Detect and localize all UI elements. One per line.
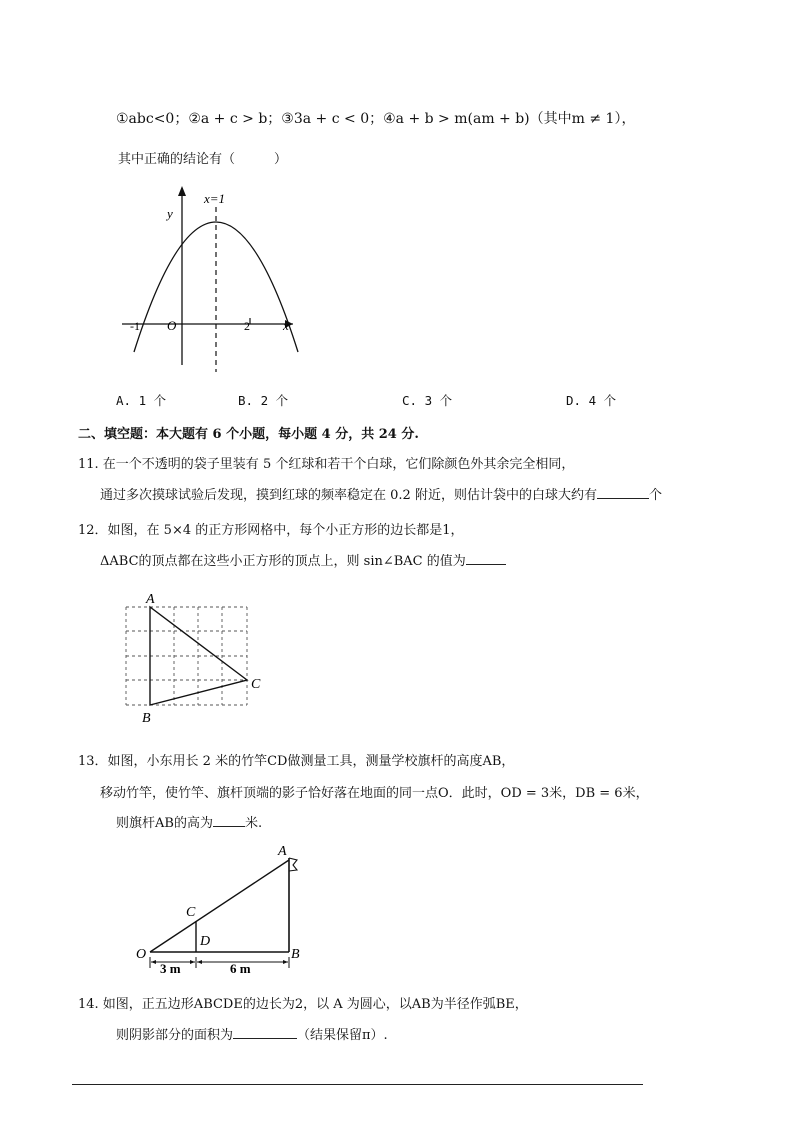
q10-prompt: 其中正确的结论有（ ） — [118, 152, 288, 167]
y-axis-label: y — [167, 206, 173, 221]
footer-divider — [72, 1084, 643, 1085]
dimension-3m: 3 m — [160, 961, 181, 976]
q13-line3-text: 则旗杆AB的高为 — [116, 816, 213, 831]
q11-line1: 11. 在一个不透明的袋子里装有 5 个红球和若干个白球，它们除颜色外其余完全相同， — [78, 457, 575, 472]
section-heading: 二、填空题：本大题有 6 个小题，每小题 4 分，共 24 分. — [78, 427, 419, 442]
point-a-label: A — [278, 844, 287, 859]
dimension-6m: 6 m — [230, 961, 251, 976]
option-c[interactable]: C. 3 个 — [402, 393, 453, 408]
q12-line1: 12．如图，在 5×4 的正方形网格中，每个小正方形的边长都是1， — [78, 523, 464, 538]
axis-of-symmetry-label: x=1 — [204, 191, 226, 206]
q14-line2-text: 则阴影部分的面积为 — [116, 1028, 234, 1043]
q11-unit: 个 — [648, 488, 662, 503]
point-c-label: C — [186, 905, 196, 920]
q13-unit: 米. — [244, 816, 263, 831]
point-c-label: C — [251, 677, 261, 692]
q12-line2-text: ΔABC的顶点都在这些小正方形的顶点上，则 sin∠BAC 的值为 — [100, 554, 466, 569]
point-a-label: A — [146, 592, 155, 607]
option-b[interactable]: B. 2 个 — [238, 393, 289, 408]
q11-line2-text: 通过多次摸球试验后发现，摸到红球的频率稳定在 0.2 附近，则估计袋中的白球大约有 — [100, 488, 597, 503]
x-axis-label: x — [283, 318, 289, 333]
q14-line2-end: （结果保留π）. — [297, 1028, 388, 1043]
q14-line1: 14. 如图，正五边形ABCDE的边长为2，以 A 为圆心，以AB为半径作弧BE， — [78, 997, 528, 1012]
two-label: 2 — [244, 319, 250, 333]
origin-label: O — [167, 318, 177, 333]
option-a[interactable]: A. 1 个 — [116, 393, 167, 408]
option-d[interactable]: D. 4 个 — [566, 393, 617, 408]
point-d-label: D — [200, 934, 211, 949]
q14-line2 — [116, 1024, 388, 1043]
point-b-label: B — [291, 947, 300, 962]
q14-answer-blank[interactable] — [233, 1026, 297, 1039]
neg-one-label: -1 — [130, 319, 140, 333]
q13-line1: 13．如图，小东用长 2 米的竹竿CD做测量工具，测量学校旗杆的高度AB， — [78, 754, 515, 769]
point-b-label: B — [142, 711, 151, 726]
point-o-label: O — [136, 947, 147, 962]
q10-statements: ①abc<0；②a + c > b；③3a + c < 0；④a + b > m(am + b)（其中m ≠ 1）， — [116, 111, 636, 127]
q13-line2: 移动竹竿，使竹竿、旗杆顶端的影子恰好落在地面的同一点O．此时，OD = 3米，DB = 6米， — [100, 786, 649, 801]
